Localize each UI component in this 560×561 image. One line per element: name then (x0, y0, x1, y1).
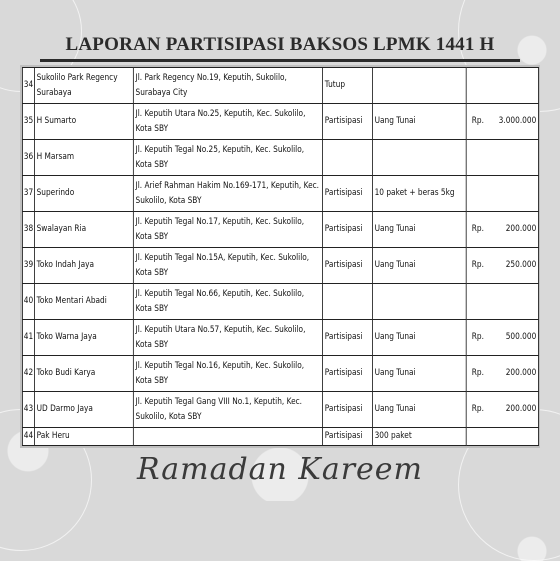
donation-amount (466, 140, 538, 176)
donation-amount (466, 248, 538, 284)
row-number: 41 (22, 320, 34, 356)
donation-type (372, 68, 466, 104)
currency-prefix: Rp. (471, 332, 484, 342)
row-number: 43 (22, 392, 34, 428)
donor-address (133, 428, 322, 446)
table-row (22, 428, 538, 446)
donation-type: 10 paket + beras 5kg (372, 176, 466, 212)
currency-prefix: Rp. (471, 368, 484, 378)
donor-address: Jl. Keputih Tegal No.15A, Keputih, Kec. Sukolilo, Kota SBY (133, 248, 322, 284)
participation-status (323, 284, 373, 320)
row-number: 37 (22, 176, 34, 212)
participation-status: Partisipasi (323, 248, 373, 284)
donor-name: Toko Mentari Abadi (34, 284, 133, 320)
page-title: LAPORAN PARTISIPASI BAKSOS LPMK 1441 H (65, 34, 495, 55)
row-number: 34 (22, 68, 34, 104)
currency-prefix: Rp. (471, 116, 484, 126)
donor-address: Jl. Keputih Tegal No.25, Keputih, Kec. Sukolilo, Kota SBY (133, 140, 322, 176)
donation-amount (466, 104, 538, 140)
table-row (22, 356, 538, 392)
donor-address: Jl. Arief Rahman Hakim No.169-171, Keputih, Kec. Sukolilo, Kota SBY (133, 176, 322, 212)
table-row (22, 284, 538, 320)
table-body (22, 68, 538, 446)
row-number: 38 (22, 212, 34, 248)
donor-name: Toko Indah Jaya (34, 248, 133, 284)
donation-amount (466, 68, 538, 104)
ramadan-kareem-footer: Ramadan Kareem (136, 452, 424, 487)
donor-name: Pak Heru (34, 428, 133, 446)
participation-status: Partisipasi (323, 356, 373, 392)
donor-name: Toko Warna Jaya (34, 320, 133, 356)
donation-type: 300 paket (372, 428, 466, 446)
donor-address: Jl. Keputih Tegal No.16, Keputih, Kec. Sukolilo, Kota SBY (133, 356, 322, 392)
donor-name: H Sumarto (34, 104, 133, 140)
amount-value: 500.000 (505, 332, 537, 342)
row-number: 44 (22, 428, 34, 446)
participation-status: Tutup (323, 68, 373, 104)
amount-value: 3.000.000 (498, 116, 537, 126)
row-number: 39 (22, 248, 34, 284)
donation-type (372, 284, 466, 320)
table-row (22, 68, 538, 104)
table-row (22, 104, 538, 140)
participation-status: Partisipasi (323, 176, 373, 212)
donation-type: Uang Tunai (372, 356, 466, 392)
donation-amount (466, 212, 538, 248)
donor-address: Jl. Park Regency No.19, Keputih, Sukolilo, Surabaya City (133, 68, 322, 104)
participation-table-grid (22, 67, 539, 446)
participation-status: Partisipasi (323, 392, 373, 428)
donor-address: Jl. Keputih Tegal Gang VIII No.1, Keputih, Kec. Sukolilo, Kota SBY (133, 392, 322, 428)
donor-name: Toko Budi Karya (34, 356, 133, 392)
amount-value: 200.000 (505, 404, 537, 414)
participation-status: Partisipasi (323, 320, 373, 356)
donor-name: Swalayan Ria (34, 212, 133, 248)
currency-prefix: Rp. (471, 404, 484, 414)
donation-type: Uang Tunai (372, 212, 466, 248)
donor-name: H Marsam (34, 140, 133, 176)
participation-status: Partisipasi (323, 212, 373, 248)
row-number: 40 (22, 284, 34, 320)
table-row (22, 176, 538, 212)
donor-address: Jl. Keputih Tegal No.66, Keputih, Kec. Sukolilo, Kota SBY (133, 284, 322, 320)
table-row (22, 320, 538, 356)
donation-amount (466, 356, 538, 392)
donor-name: Sukolilo Park Regency Surabaya (34, 68, 133, 104)
donation-type: Uang Tunai (372, 320, 466, 356)
donation-type (372, 140, 466, 176)
donation-amount (466, 428, 538, 446)
title-underline (40, 59, 520, 62)
row-number: 42 (22, 356, 34, 392)
donor-address: Jl. Keputih Tegal No.17, Keputih, Kec. Sukolilo, Kota SBY (133, 212, 322, 248)
table-row (22, 140, 538, 176)
donation-type: Uang Tunai (372, 248, 466, 284)
amount-value: 200.000 (505, 224, 537, 234)
table-row (22, 248, 538, 284)
participation-status (323, 140, 373, 176)
currency-prefix: Rp. (471, 260, 484, 270)
row-number: 36 (22, 140, 34, 176)
row-number: 35 (22, 104, 34, 140)
donor-address: Jl. Keputih Utara No.25, Keputih, Kec. Sukolilo, Kota SBY (133, 104, 322, 140)
amount-value: 200.000 (505, 368, 537, 378)
amount-value: 250.000 (505, 260, 537, 270)
donation-type: Uang Tunai (372, 104, 466, 140)
donor-name: Superindo (34, 176, 133, 212)
currency-prefix: Rp. (471, 224, 484, 234)
donation-amount (466, 176, 538, 212)
participation-status: Partisipasi (323, 104, 373, 140)
donation-type: Uang Tunai (372, 392, 466, 428)
participation-status: Partisipasi (323, 428, 373, 446)
participation-table (22, 67, 538, 446)
donation-amount (466, 284, 538, 320)
donation-amount (466, 392, 538, 428)
donor-address: Jl. Keputih Utara No.57, Keputih, Kec. Sukolilo, Kota SBY (133, 320, 322, 356)
table-row (22, 392, 538, 428)
donor-name: UD Darmo Jaya (34, 392, 133, 428)
table-row (22, 212, 538, 248)
donation-amount (466, 320, 538, 356)
